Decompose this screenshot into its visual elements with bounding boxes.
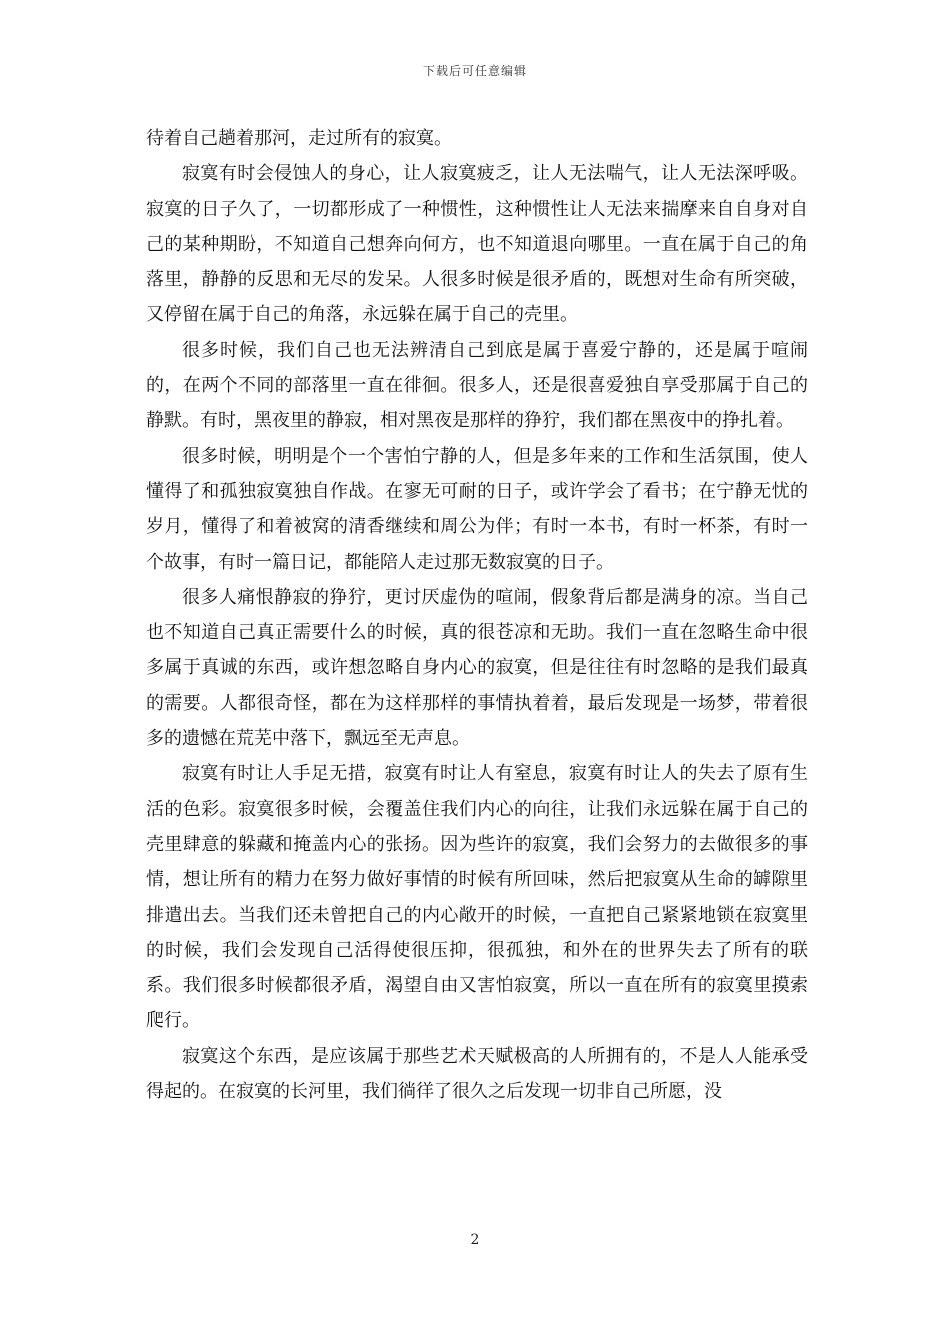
paragraph: 很多时候，明明是个一个害怕宁静的人，但是多年来的工作和生活氛围，使人懂得了和孤独寂寞独自作战。在寥无可耐的日子，或许学会了看书；在宁静无忧的岁月，懂得了和着被窝的清香继续和周公为伴；有时一本书，有时一杯茶，有时一个故事，有时一篇日记，都能陪人走过那无数寂寞的日子。: [146, 445, 808, 573]
paragraph: 寂寞有时让人手足无措，寂寞有时让人有窒息，寂寞有时让人的失去了原有生活的色彩。寂寞很多时候，会覆盖住我们内心的向往，让我们永远躲在属于自己的壳里肆意的躲藏和掩盖内心的张扬。因为些许的寂寞，我们会努力的去做很多的事情，想让所有的精力在努力做好事情的时候有所回味，然后把寂寞从生命的罅隙里排遣出去。当我们还未曾把自己的内心敞开的时候，一直把自己紧紧地锁在寂寞里的时候，我们会发现自己活得使很压抑，很孤独，和外在的世界失去了所有的联系。我们很多时候都很矛盾，渴望自由又害怕寂寞，所以一直在所有的寂寞里摸索爬行。: [146, 763, 808, 1032]
page-number: 2: [470, 1232, 480, 1248]
paragraph: 很多人痛恨静寂的狰狞，更讨厌虚伪的喧闹，假象背后都是满身的凉。当自己也不知道自己真正需要什么的时候，真的很苍凉和无助。我们一直在忽略生命中很多属于真诚的东西，或许想忽略自身内心的寂寞，但是往往有时忽略的是我们最真的需要。人都很奇怪，都在为这样那样的事情执着着，最后发现是一场梦，带着很多的遗憾在荒芜中落下，飘远至无声息。: [146, 586, 808, 750]
paragraph-continued: 待着自己趟着那河，走过所有的寂寞。: [146, 128, 452, 149]
document-body: [146, 121, 808, 1109]
paragraph: 寂寞这个东西，是应该属于那些艺术天赋极高的人所拥有的，不是人人能承受得起的。在寂寞的长河里，我们徜徉了很久之后发现一切非自己所愿，没: [146, 1045, 808, 1103]
paragraph: 寂寞有时会侵蚀人的身心，让人寂寞疲乏，让人无法喘气，让人无法深呼吸。寂寞的日子久了，一切都形成了一种惯性，这种惯性让人无法来揣摩来自自身对自己的某种期盼，不知道自己想奔向何方，也不知道退向哪里。一直在属于自己的角落里，静静的反思和无尽的发呆。人很多时候是很矛盾的，既想对生命有所突破，又停留在属于自己的角落，永远躲在属于自己的壳里。: [146, 163, 808, 326]
page-header: 下载后可任意编辑: [422, 64, 527, 78]
paragraph: 很多时候，我们自己也无法辨清自己到底是属于喜爱宁静的，还是属于喧闹的，在两个不同的部落里一直在徘徊。很多人，还是很喜爱独自享受那属于自己的静默。有时，黑夜里的静寂，相对黑夜是那样的狰狞，我们都在黑夜中的挣扎着。: [146, 339, 808, 432]
